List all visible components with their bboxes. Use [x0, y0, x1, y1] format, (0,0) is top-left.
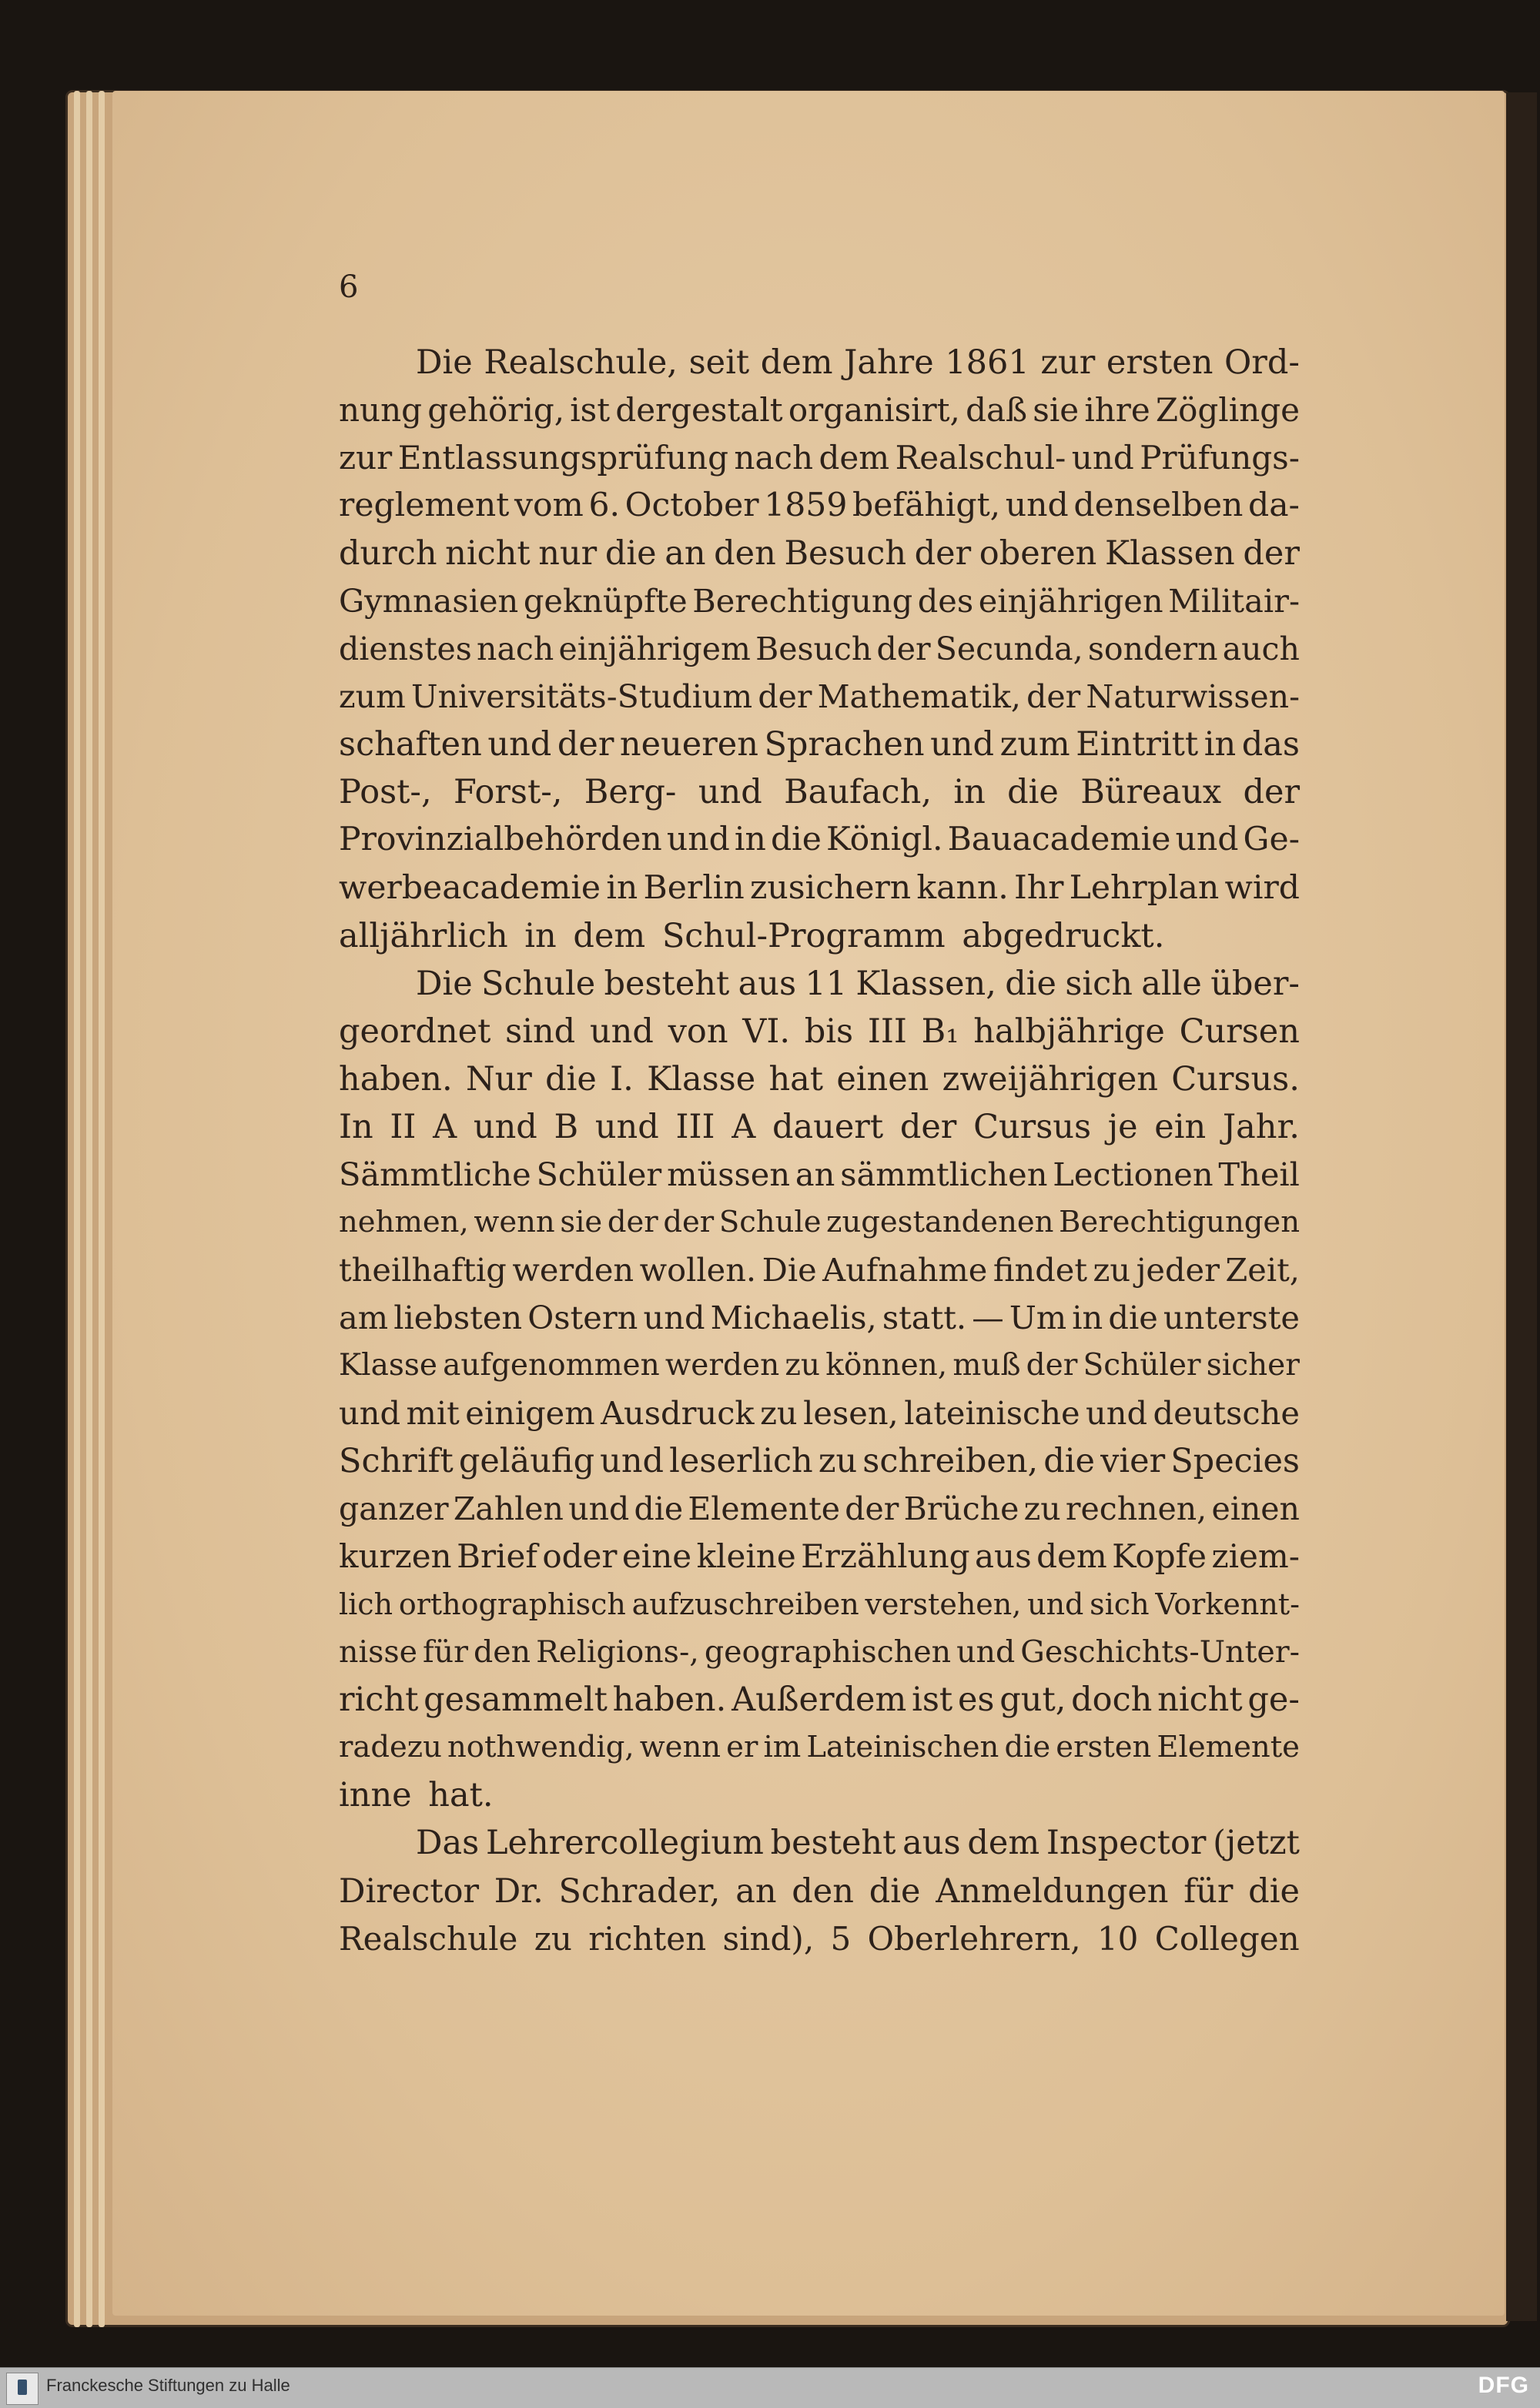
paragraph	[339, 339, 1300, 960]
text-line: nung gehörig, ist dergestalt organisirt, daß sie ihre Zöglinge	[339, 391, 1300, 430]
text-line: und mit einigem Ausdruck zu lesen, lateinische und deutsche	[339, 1394, 1300, 1433]
paragraph	[339, 960, 1300, 1820]
text-line: schaften und der neueren Sprachen und zum Eintritt in das	[339, 725, 1300, 764]
page-number: 6	[339, 269, 359, 305]
text-line: kurzen Brief oder eine kleine Erzählung aus dem Kopfe ziem-	[339, 1537, 1300, 1576]
text-line: zum Universitäts-Studium der Mathematik, der Naturwissen-	[339, 678, 1300, 716]
text-line: radezu nothwendig, wenn er im Lateinischen die ersten Elemente	[339, 1730, 1300, 1765]
page-edge	[74, 91, 80, 2327]
text-line: reglement vom 6. October 1859 befähigt, und denselben da-	[339, 487, 1300, 525]
text-line: Schrift geläufig und leserlich zu schreiben, die vier Species	[339, 1442, 1300, 1481]
text-line: haben. Nur die I. Klasse hat einen zweijährigen Cursus.	[339, 1059, 1300, 1099]
institution-logo-icon	[6, 2373, 38, 2405]
text-line: theilhaftig werden wollen. Die Aufnahme findet zu jeder Zeit,	[339, 1250, 1300, 1289]
text-line: nisse für den Religions-, geographischen und Geschichts-Unter-	[339, 1634, 1300, 1671]
text-line: Die Realschule, seit dem Jahre 1861 zur ersten Ord-	[416, 343, 1300, 382]
text-line: am liebsten Ostern und Michaelis, statt. — Um in die unterste	[339, 1298, 1300, 1336]
text-line: Post-, Forst-, Berg- und Baufach, in die Büreaux der	[339, 773, 1300, 812]
text-line: lich orthographisch aufzuschreiben verstehen, und sich Vorkennt-	[339, 1587, 1300, 1622]
text-line: dienstes nach einjährigem Besuch der Secunda, sondern auch	[339, 630, 1300, 668]
text-line: Provinzialbehörden und in die Königl. Bauacademie und Ge-	[339, 821, 1300, 859]
text-line: inne hat.	[339, 1776, 494, 1815]
text-line: Realschule zu richten sind), 5 Oberlehrern, 10 Collegen	[339, 1919, 1300, 1958]
text-line: Director Dr. Schrader, an den die Anmeldungen für die	[339, 1871, 1300, 1911]
page-edge	[99, 91, 105, 2327]
text-line: zur Entlassungsprüfung nach dem Realschul- und Prüfungs-	[339, 439, 1300, 477]
text-line: richt gesammelt haben. Außerdem ist es gut, doch nicht ge-	[339, 1681, 1300, 1720]
text-line: nehmen, wenn sie der der Schule zugestandenen Berechtigungen	[339, 1204, 1300, 1239]
text-line: In II A und B und III A dauert der Cursus je ein Jahr.	[339, 1107, 1300, 1146]
text-line: geordnet sind und von VI. bis III B₁ halbjährige Cursen	[339, 1012, 1300, 1051]
paragraph	[339, 1819, 1300, 1962]
text-line: Gymnasien geknüpfte Berechtigung des einjährigen Militair-	[339, 582, 1300, 620]
text-line: Klasse aufgenommen werden zu können, muß der Schüler sicher	[339, 1347, 1300, 1383]
dfg-logo: DFG	[1478, 2373, 1529, 2398]
footer-institution: Franckesche Stiftungen zu Halle	[46, 2376, 290, 2395]
text-line: ganzer Zahlen und die Elemente der Brüche zu rechnen, einen	[339, 1490, 1300, 1528]
next-page-fold	[1506, 92, 1537, 2321]
text-line: werbeacademie in Berlin zusichern kann. Ihr Lehrplan wird	[339, 868, 1300, 907]
body-text	[339, 339, 1300, 1963]
text-line: Die Schule besteht aus 11 Klassen, die sich alle über-	[416, 964, 1300, 1003]
page-edge	[86, 91, 92, 2327]
text-line: alljährlich in dem Schul-Programm abgedruckt.	[339, 916, 1165, 955]
text-line: Sämmtliche Schüler müssen an sämmtlichen Lectionen Theil	[339, 1155, 1300, 1193]
text-line: durch nicht nur die an den Besuch der oberen Klassen der	[339, 534, 1300, 574]
text-line: Das Lehrercollegium besteht aus dem Inspector (jetzt	[416, 1824, 1300, 1863]
